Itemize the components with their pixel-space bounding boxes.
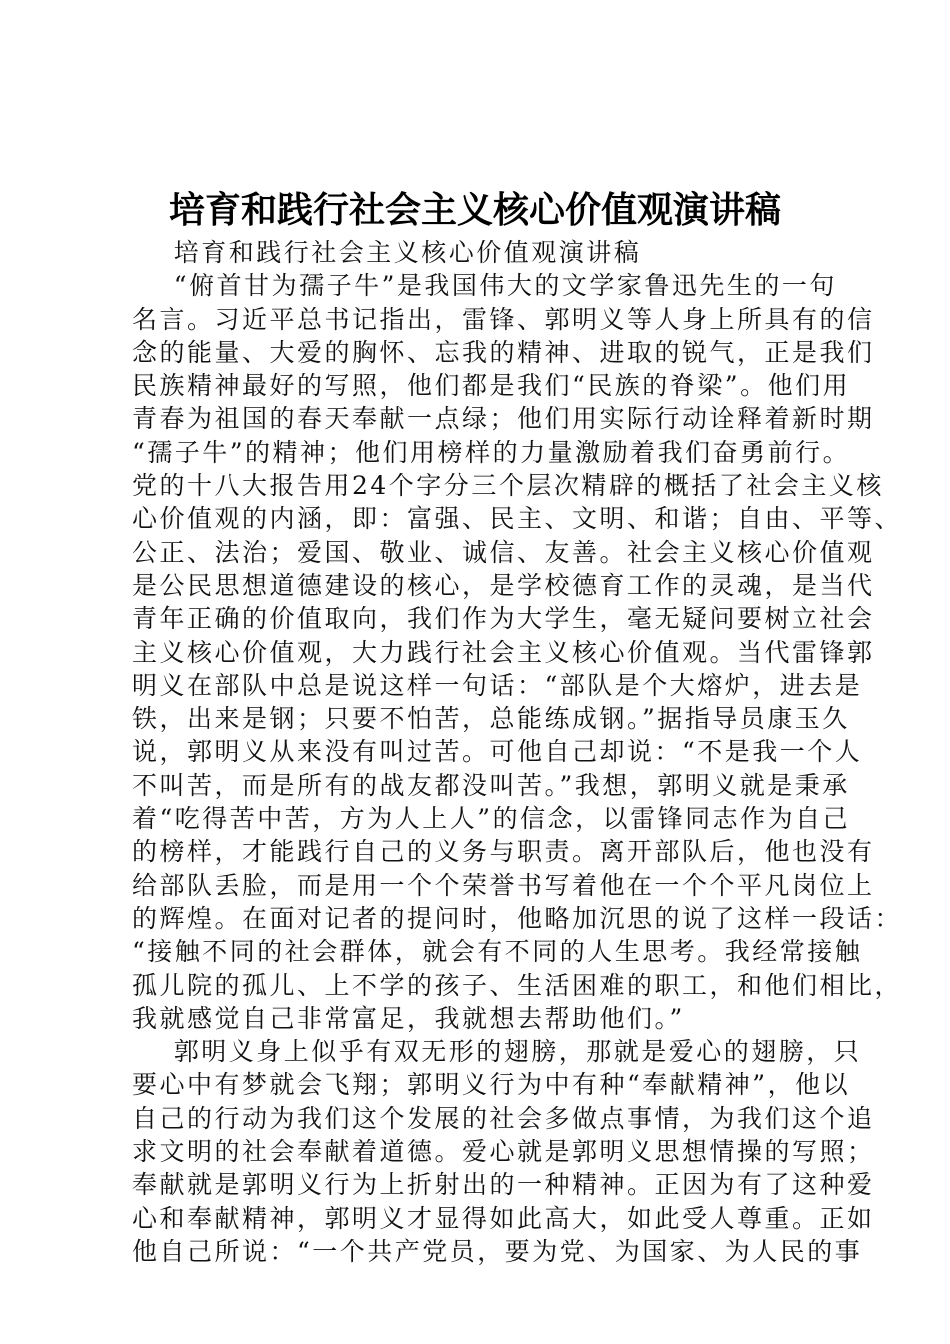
text-line: 着“吃得苦中苦，方为人上人”的信念，以雷锋同志作为自己: [132, 804, 851, 834]
text-line: 的榜样，才能践行自己的义务与职责。离开部队后，他也没有: [132, 837, 875, 867]
text-line: 心和奉献精神，郭明义才显得如此高大，如此受人尊重。正如: [132, 1203, 875, 1233]
text-line: 的辉煌。在面对记者的提问时，他略加沉思的说了这样一段话：: [132, 903, 903, 933]
text-line: 郭明义身上似乎有双无形的翅膀，那就是爱心的翅膀，只: [132, 1037, 862, 1067]
text-line: 不叫苦，而是所有的战友都没叫苦。”我想，郭明义就是秉承: [132, 770, 850, 800]
text-line: 青春为祖国的春天奉献一点绿；他们用实际行动诠释着新时期: [132, 404, 875, 434]
text-line: 心价值观的内涵，即：富强、民主、文明、和谐；自由、平等、: [132, 504, 903, 534]
text-line: 念的能量、大爱的胸怀、忘我的精神、进取的锐气，正是我们: [132, 337, 875, 367]
text-line: 是公民思想道德建设的核心，是学校德育工作的灵魂，是当代: [132, 570, 875, 600]
text-line: 铁，出来是钢；只要不怕苦，总能练成钢。”据指导员康玉久: [132, 704, 850, 734]
text-line: 民族精神最好的写照，他们都是我们“民族的脊梁”。他们用: [132, 371, 851, 401]
text-line: 说，郭明义从来没有叫过苦。可他自己却说：“不是我一个人: [132, 737, 863, 767]
text-line: 给部队丢脸，而是用一个个荣誉书写着他在一个个平凡岗位上: [132, 870, 875, 900]
text-line: “接触不同的社会群体，就会有不同的人生思考。我经常接触: [132, 937, 863, 967]
text-line: 青年正确的价值取向，我们作为大学生，毫无疑问要树立社会: [132, 604, 875, 634]
text-line: 我就感觉自己非常富足，我就想去帮助他们。”: [132, 1003, 685, 1033]
text-line: 党的十八大报告用24个字分三个层次精辟的概括了社会主义核: [132, 471, 884, 501]
text-line: 主义核心价值观，大力践行社会主义核心价值观。当代雷锋郭: [132, 637, 875, 667]
text-line: 他自己所说：“一个共产党员，要为党、为国家、为人民的事: [132, 1236, 863, 1266]
text-line: 求文明的社会奉献着道德。爱心就是郭明义思想情操的写照；: [132, 1137, 875, 1167]
document-body: [132, 236, 903, 1268]
text-line: 明义在部队中总是说这样一句话：“部队是个大熔炉，进去是: [132, 670, 863, 700]
text-line: 要心中有梦就会飞翔；郭明义行为中有种“奉献精神”，他以: [132, 1070, 851, 1100]
text-line: “俯首甘为孺子牛”是我国伟大的文学家鲁迅先生的一句: [132, 271, 837, 301]
text-line: 培育和践行社会主义核心价值观演讲稿: [132, 238, 642, 267]
text-line: 名言。习近平总书记指出，雷锋、郭明义等人身上所具有的信: [132, 304, 875, 334]
text-line: 孤儿院的孤儿、上不学的孩子、生活困难的职工，和他们相比，: [132, 970, 903, 1000]
text-line: 公正、法治；爱国、敬业、诚信、友善。社会主义核心价值观: [132, 537, 875, 567]
text-line: “孺子牛”的精神；他们用榜样的力量激励着我们奋勇前行。: [132, 437, 851, 467]
document-title: 培育和践行社会主义核心价值观演讲稿: [168, 189, 781, 231]
text-line: 奉献就是郭明义行为上折射出的一种精神。正因为有了这种爱: [132, 1170, 875, 1200]
text-line: 自己的行动为我们这个发展的社会多做点事情，为我们这个追: [132, 1103, 875, 1133]
